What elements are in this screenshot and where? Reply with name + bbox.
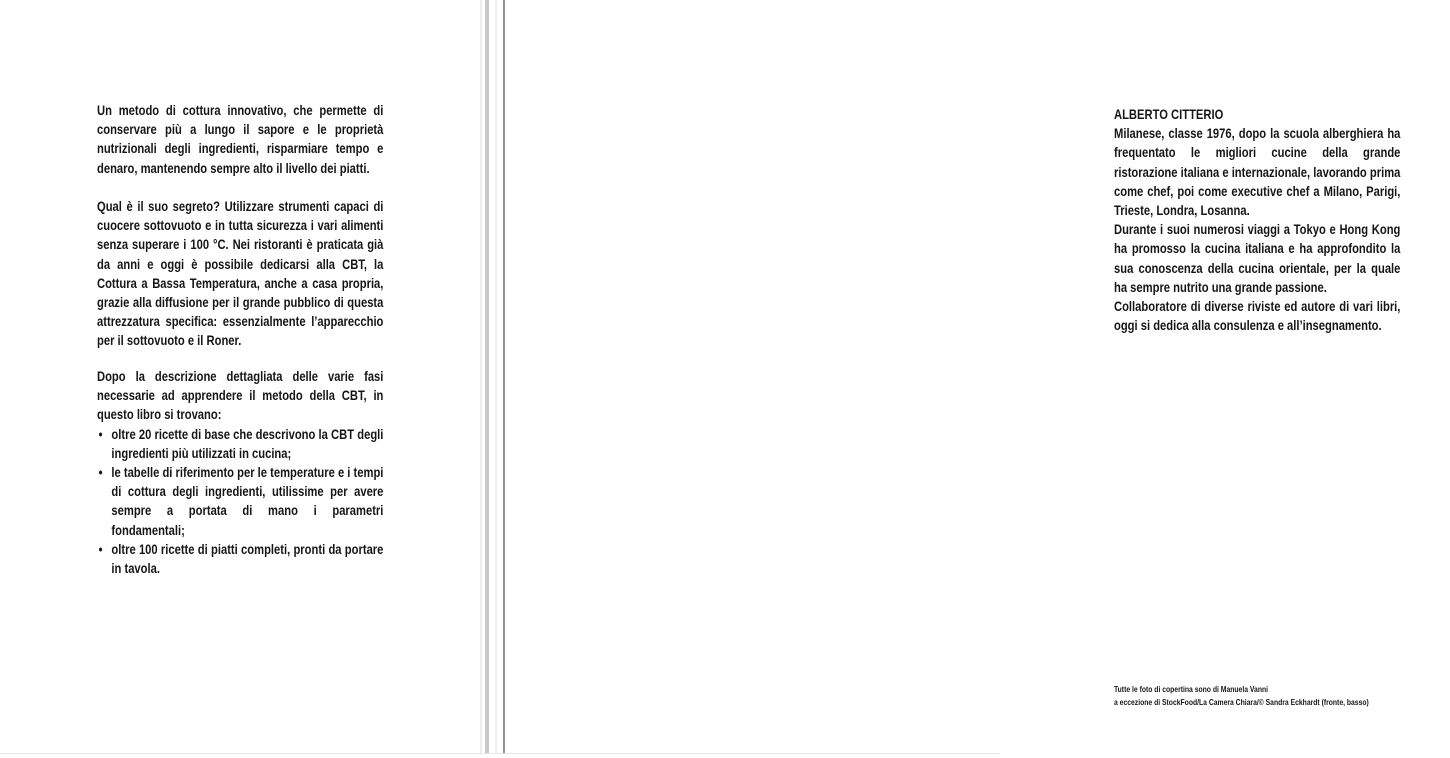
description-paragraph: Qual è il suo segreto? Utilizzare strumenti capaci di cuocere sottovuoto e in tutta sicurezza i vari alimenti senza superare i 100 °C. Nei ristoranti è praticata già da anni e oggi è possibile dedicarsi alla CBT, la Cottura a Bassa Temperatura, anche a casa propria, grazie alla diffusione per il grande pubblico di questa attrezzatura specifica: essenzialmente l’apparecchio per il sottovuoto e il Roner. [97, 198, 384, 349]
bullet-icon: • [98, 464, 103, 481]
credit-line: a eccezione di StockFood/La Camera Chiara/© Sandra Eckhardt (fronte, basso) [1114, 697, 1369, 707]
gutter-fold-line-right [503, 0, 505, 753]
description-paragraph: Dopo la descrizione dettagliata delle varie fasi necessarie ad apprendere il metodo della CBT, in questo libro si trovano: [97, 368, 384, 423]
bio-paragraph: Collaboratore di diverse riviste ed autore di vari libri, oggi si dedica alla consulenza e all’insegnamento. [1114, 298, 1401, 334]
list-item [97, 463, 383, 540]
book-description [97, 101, 383, 578]
list-item-text: oltre 20 ricette di base che descrivono la CBT degli ingredienti più utilizzati in cucina; [111, 425, 384, 461]
gutter-fold-line-left [485, 0, 489, 753]
credit-line: Tutte le foto di copertina sono di Manuela Vanni [1114, 684, 1269, 694]
bullet-icon: • [98, 425, 103, 442]
list-item-text: le tabelle di riferimento per le temperature e i tempi di cottura degli ingredienti, utilissime per avere sempre a portata di mano i parametri fondamentali; [111, 464, 384, 538]
bullet-icon: • [98, 540, 103, 557]
photo-credits [1114, 683, 1450, 709]
list-item-text: oltre 100 ricette di piatti completi, pronti da portare in tavola. [111, 540, 384, 577]
left-page [0, 0, 480, 753]
right-page [506, 0, 1401, 753]
gutter-shadow-line [480, 0, 482, 753]
bio-paragraph: Durante i suoi numerosi viaggi a Tokyo e Hong Kong ha promosso la cucina italiana e ha approfondito la sua conoscenza della cucina orientale, per la quale ha sempre nutrito una grande passione. [1114, 221, 1401, 295]
list-item [97, 540, 383, 578]
list-item [97, 425, 383, 463]
page-bottom-edge [0, 753, 1000, 754]
author-bio [1114, 105, 1400, 335]
bio-paragraph: Milanese, classe 1976, dopo la scuola alberghiera ha frequentato le migliori cucine della grande ristorazione italiana e internazionale, lavorando prima come chef, poi come executive chef a Milano, Parigi, Trieste, Londra, Losanna. [1114, 125, 1401, 219]
author-name: ALBERTO CITTERIO [1114, 106, 1224, 122]
description-paragraph: Un metodo di cottura innovativo, che permette di conservare più a lungo il sapore e le proprietà nutrizionali degli ingredienti, risparmiare tempo e denaro, mantenendo sempre alto il livello dei piatti. [97, 102, 384, 176]
features-list [97, 425, 383, 579]
gutter-shadow-line [495, 0, 497, 753]
